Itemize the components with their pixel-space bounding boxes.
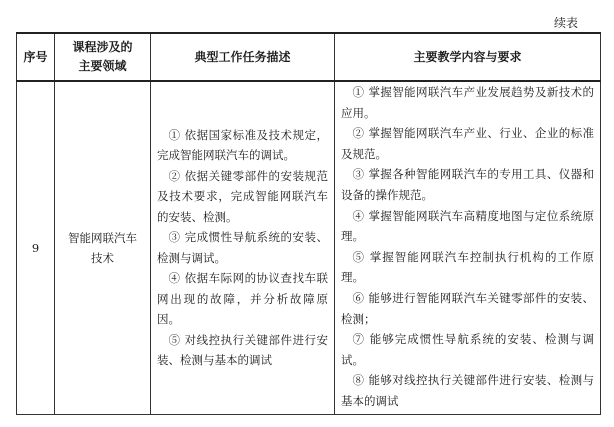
row-tasks [151,81,335,414]
row-area-line2: 技术 [91,250,114,265]
row-area [55,81,151,414]
content-item: ⑦ 能够完成惯性导航系统的安装、检测与调试。 [341,332,594,367]
header-index: 序号 [17,33,55,81]
content-item: ② 掌握智能网联汽车产业、行业、企业的标准及规范。 [341,126,594,161]
content-item: ④ 掌握智能网联汽车高精度地图与定位系统原理。 [341,208,594,244]
header-tasks: 典型工作任务描述 [151,33,335,81]
task-item: ② 依据关键零部件的安装规范及技术要求，完成智能网联汽车的安装、检测。 [157,168,328,224]
header-row [17,33,601,81]
table-row [17,81,601,414]
content-item: ③ 掌握各种智能网联汽车的专用工具、仪器和设备的操作规范。 [341,167,594,202]
task-item: ③ 完成惯性导航系统的安装、检测与调试。 [157,230,328,265]
header-area-line1: 课程涉及的 [72,40,133,54]
row-index: 9 [17,81,55,414]
content-item: ⑥ 能够进行智能网联汽车关键零部件的安装、检测； [341,290,594,326]
curriculum-table [16,32,601,415]
row-content [335,81,601,414]
row-area-line1: 智能网联汽车 [68,230,137,245]
content-item: ⑧ 能够对线控执行关键部件进行安装、检测与基本的调试 [341,373,594,408]
header-area [55,33,151,81]
continued-label: 续表 [553,16,578,30]
content-item: ⑤ 掌握智能网联汽车控制执行机构的工作原理。 [341,249,594,285]
task-item: ① 依据国家标准及技术规定，完成智能网联汽车的调试。 [157,127,328,163]
task-item: ④ 依据车际网的协议查找车联网出现的故障，并分析故障原因。 [157,271,328,327]
header-area-line2: 主要领域 [78,59,127,73]
task-item: ⑤ 对线控执行关键部件进行安装、检测与基本的调试 [157,332,328,368]
header-content: 主要教学内容与要求 [335,33,601,81]
content-item: ① 掌握智能网联汽车产业发展趋势及新技术的应用。 [341,85,594,120]
